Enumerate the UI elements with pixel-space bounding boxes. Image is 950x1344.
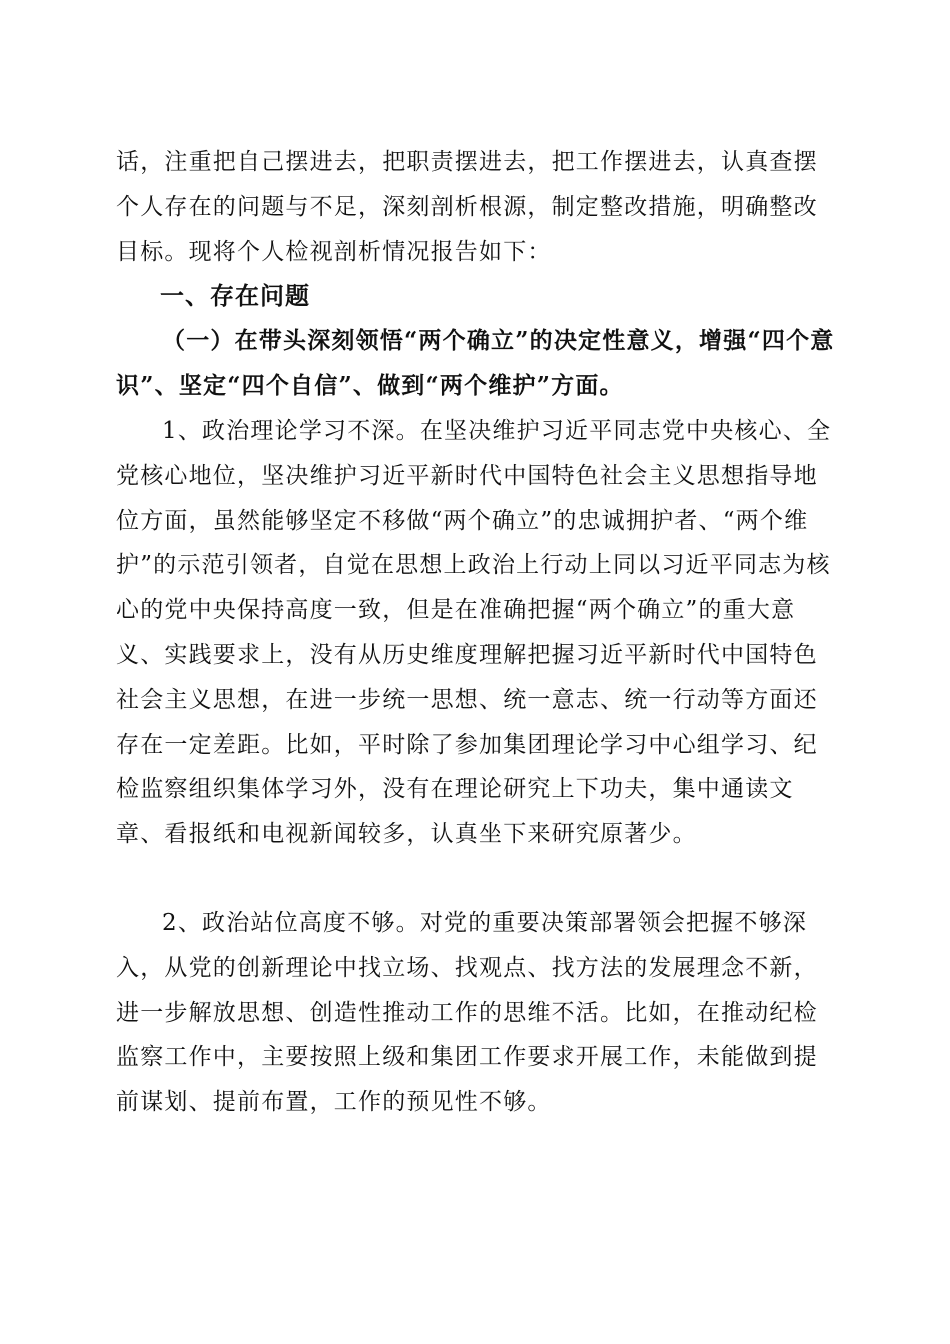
- issue-paragraph-2: 2、政治站位高度不够。对党的重要决策部署领会把握不够深入，从党的创新理论中找立场、找观点、找方法的发展理念不新，进一步解放思想、创造性推动工作的思维不活。比如，在推动纪检监察工作中，主要按照上级和集团工作要求开展工作，未能做到提前谋划、提前布置，工作的预见性不够。: [116, 910, 818, 1116]
- section-heading: 一、存在问题: [160, 282, 310, 310]
- issue-paragraph-1: 1、政治理论学习不深。在坚决维护习近平同志党中央核心、全党核心地位，坚决维护习近平新时代中国特色社会主义思想指导地位方面，虽然能够坚定不移做“两个确立”的忠诚拥护者、“两个维护”的示范引领者，自觉在思想上政治上行动上同以习近平同志为核心的党中央保持高度一致，但是在准确把握“两个确立”的重大意义、实践要求上，没有从历史维度理解把握习近平新时代中国特色社会主义思想，在进一步统一思想、统一意志、统一行动等方面还存在一定差距。比如，平时除了参加集团理论学习中心组学习、纪检监察组织集体学习外，没有在理论研究上下功夫，集中通读文章、看报纸和电视新闻较多，认真坐下来研究原著少。: [116, 418, 832, 848]
- intro-paragraph: 话，注重把自己摆进去，把职责摆进去，把工作摆进去，认真查摆个人存在的问题与不足，深刻剖析根源，制定整改措施，明确整改目标。现将个人检视剖析情况报告如下：: [116, 149, 818, 265]
- subsection-heading: （一）在带头深刻领悟“两个确立”的决定性意义，增强“四个意识”、坚定“四个自信”、做到“两个维护”方面。: [116, 327, 835, 399]
